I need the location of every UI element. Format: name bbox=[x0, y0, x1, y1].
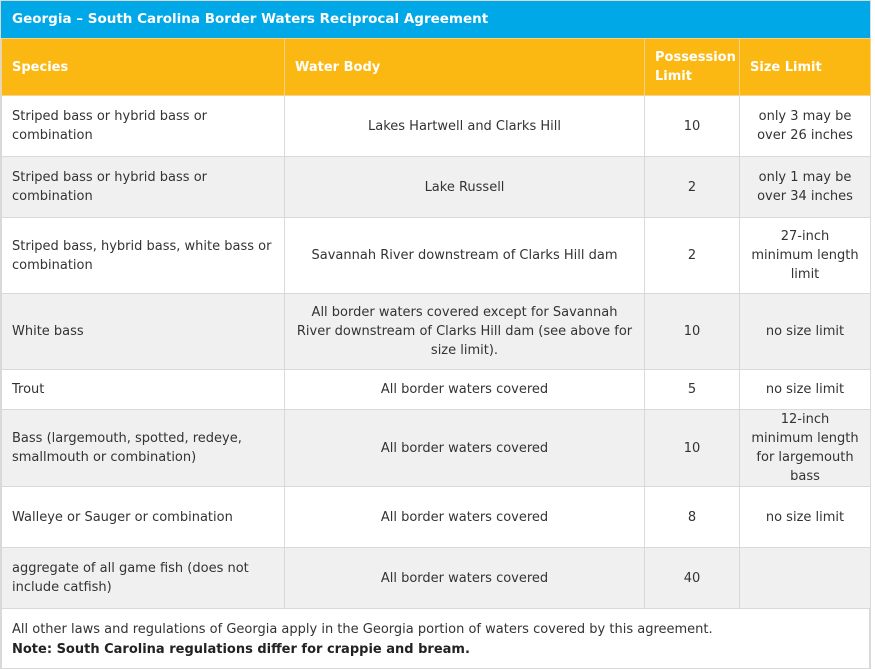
header-size-limit: Size Limit bbox=[740, 39, 871, 96]
cell-size-limit: 27-inch minimum length limit bbox=[740, 218, 871, 294]
cell-water-body: Lakes Hartwell and Clarks Hill bbox=[285, 96, 645, 157]
cell-species: Trout bbox=[2, 370, 285, 410]
cell-water-body: All border waters covered bbox=[285, 370, 645, 410]
table-header-row bbox=[2, 39, 871, 96]
table-row bbox=[2, 410, 871, 487]
cell-possession-limit: 2 bbox=[645, 218, 740, 294]
cell-size-limit: no size limit bbox=[740, 487, 871, 548]
cell-water-body: Lake Russell bbox=[285, 157, 645, 218]
cell-possession-limit: 10 bbox=[645, 410, 740, 487]
cell-species: Striped bass or hybrid bass or combination bbox=[2, 157, 285, 218]
table-row bbox=[2, 294, 871, 370]
table-row bbox=[2, 218, 871, 294]
cell-species: Striped bass or hybrid bass or combination bbox=[2, 96, 285, 157]
cell-species: Walleye or Sauger or combination bbox=[2, 487, 285, 548]
header-species: Species bbox=[2, 39, 285, 96]
cell-possession-limit: 2 bbox=[645, 157, 740, 218]
table-title: Georgia – South Carolina Border Waters Reciprocal Agreement bbox=[1, 1, 870, 38]
cell-water-body: All border waters covered bbox=[285, 548, 645, 609]
cell-species: aggregate of all game fish (does not include catfish) bbox=[2, 548, 285, 609]
table-row bbox=[2, 487, 871, 548]
footer-note: Note: South Carolina regulations differ for crappie and bream. bbox=[12, 642, 470, 657]
header-possession-limit: Possession Limit bbox=[645, 39, 740, 96]
cell-possession-limit: 10 bbox=[645, 294, 740, 370]
header-water-body: Water Body bbox=[285, 39, 645, 96]
cell-size-limit: only 1 may be over 34 inches bbox=[740, 157, 871, 218]
cell-size-limit: 12-inch minimum length for largemouth bass bbox=[740, 410, 871, 487]
cell-size-limit: no size limit bbox=[740, 294, 871, 370]
table-footer bbox=[1, 609, 870, 669]
cell-water-body: All border waters covered bbox=[285, 487, 645, 548]
footer-text: All other laws and regulations of Georgia apply in the Georgia portion of waters covered by this agreement. bbox=[12, 622, 713, 637]
cell-water-body: All border waters covered except for Savannah River downstream of Clarks Hill dam (see above for size limit). bbox=[285, 294, 645, 370]
cell-species: Bass (largemouth, spotted, redeye, smallmouth or combination) bbox=[2, 410, 285, 487]
cell-size-limit bbox=[740, 548, 871, 609]
regulations-table bbox=[1, 38, 871, 609]
cell-species: White bass bbox=[2, 294, 285, 370]
cell-water-body: Savannah River downstream of Clarks Hill dam bbox=[285, 218, 645, 294]
cell-size-limit: no size limit bbox=[740, 370, 871, 410]
table-row bbox=[2, 96, 871, 157]
cell-size-limit: only 3 may be over 26 inches bbox=[740, 96, 871, 157]
cell-possession-limit: 8 bbox=[645, 487, 740, 548]
cell-possession-limit: 40 bbox=[645, 548, 740, 609]
table-row bbox=[2, 370, 871, 410]
table-row bbox=[2, 157, 871, 218]
cell-possession-limit: 5 bbox=[645, 370, 740, 410]
cell-water-body: All border waters covered bbox=[285, 410, 645, 487]
table-row bbox=[2, 548, 871, 609]
cell-possession-limit: 10 bbox=[645, 96, 740, 157]
cell-species: Striped bass, hybrid bass, white bass or combination bbox=[2, 218, 285, 294]
